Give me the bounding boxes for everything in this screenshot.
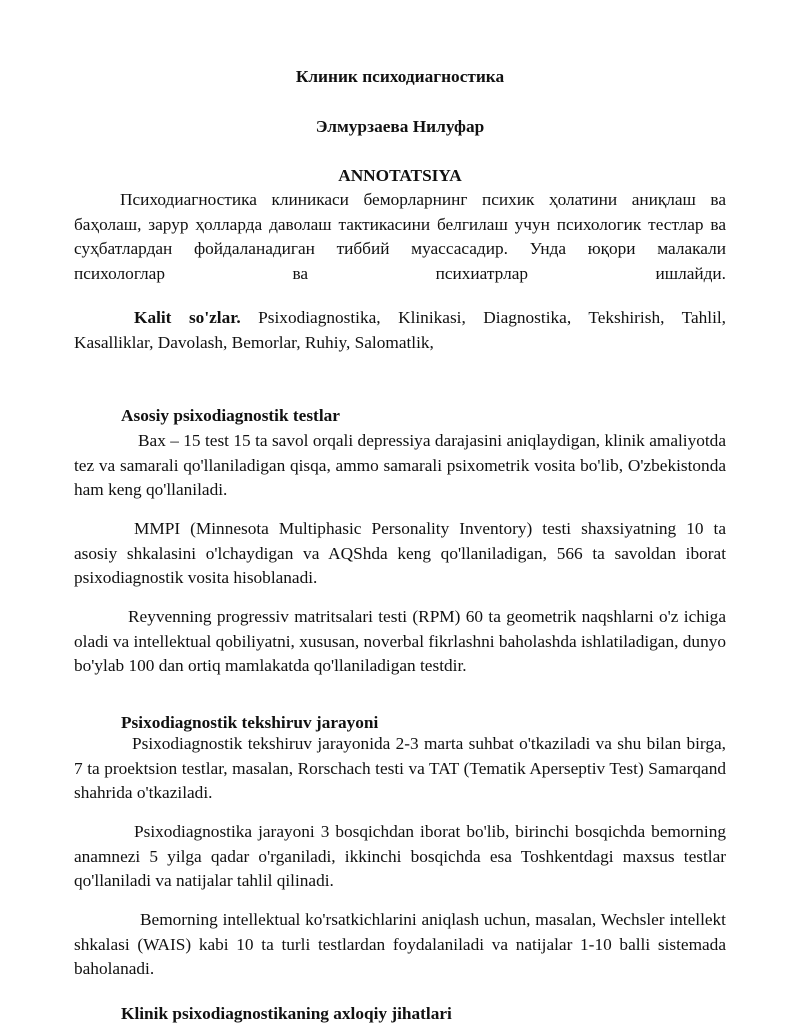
annotation-text: Психодиагностика клиникаси беморларнинг психик ҳолатини аниқлаш ва баҳолаш, зарур ҳолларда даволаш тактикасини белгилаш учун психологик тестлар ва суҳбатлардан фойдаланадиган тиббий муассасадир. Унда юқори малакали: [74, 190, 726, 258]
section-heading-process: Psixodiagnostik tekshiruv jarayoni: [121, 713, 379, 732]
document-title: Клиник психодиагностика: [295, 67, 505, 86]
paragraph-process-interviews: Psixodiagnostik tekshiruv jarayonida 2-3 marta suhbat o'tkaziladi va shu bilan birga, 7 ta proektsion testlar, masalan, Rorschach testi va TAT (Tematik Aperseptiv Test) Samarqand shahrida o'tkaziladi.: [74, 734, 726, 802]
keywords-label: Kalit so'zlar.: [134, 308, 241, 327]
paragraph-bax-test: Bax – 15 test 15 ta savol orqali depressiya darajasini aniqlaydigan, klinik amaliyotda tez va samarali qo'llaniladigan qisqa, ammo samarali psixometrik vosita bo'lib, O'zbekistonda ham keng qo'llaniladi.: [74, 431, 726, 499]
section-heading-ethics: Klinik psixodiagnostikaning axloqiy jihatlari: [121, 1004, 452, 1023]
paragraph-mmpi-test: MMPI (Minnesota Multiphasic Personality Inventory) testi shaxsiyatning 10 ta asosiy shkalasini o'lchaydigan va AQShda keng qo'llaniladigan, 566 ta savoldan iborat psixodiagnostik vosita hisoblanadi.: [74, 519, 726, 587]
keywords-list: Psixodiagnostika, Klinikasi, Diagnostika, Tekshirish, Tahlil, Kasalliklar, Davolash, Bemorlar, Ruhiy, Salomatlik,: [74, 308, 727, 352]
section-heading-tests: Asosiy psixodiagnostik testlar: [121, 406, 340, 425]
paragraph-process-stages: Psixodiagnostika jarayoni 3 bosqichdan iborat bo'lib, birinchi bosqichda bemorning anamnezi 5 yilga qadar o'rganiladi, ikkinchi bosqichda esa Toshkentdagi maxsus testlar qo'llaniladi va natijalar tahlil qilinadi.: [74, 822, 726, 890]
annotation-heading: ANNOTATSIYA: [338, 166, 462, 185]
paragraph-raven-test: Reyvenning progressiv matritsalari testi (RPM) 60 ta geometrik naqshlarni o'z ichiga oladi va intellektual qobiliyatni, xususan, noverbal fikrlashni baholashda ishlatiladigan, dunyo bo'ylab 100 dan ortiq mamlakatda qo'llaniladigan testdir.: [74, 607, 726, 675]
annotation-text-last-line: психологлар ва психиатрлар ишлайди.: [74, 263, 726, 283]
paragraph-intellect-wais: Bemorning intellektual ko'rsatkichlarini aniqlash uchun, masalan, Wechsler intellekt shkalasi (WAIS) kabi 10 ta turli testlardan foydalaniladi va natijalar 1-10 balli sistemada baholanadi.: [74, 910, 726, 978]
annotation-paragraph: [74, 188, 726, 286]
author-name: Элмурзаева Нилуфар: [315, 117, 485, 136]
keywords-paragraph: [74, 306, 726, 355]
